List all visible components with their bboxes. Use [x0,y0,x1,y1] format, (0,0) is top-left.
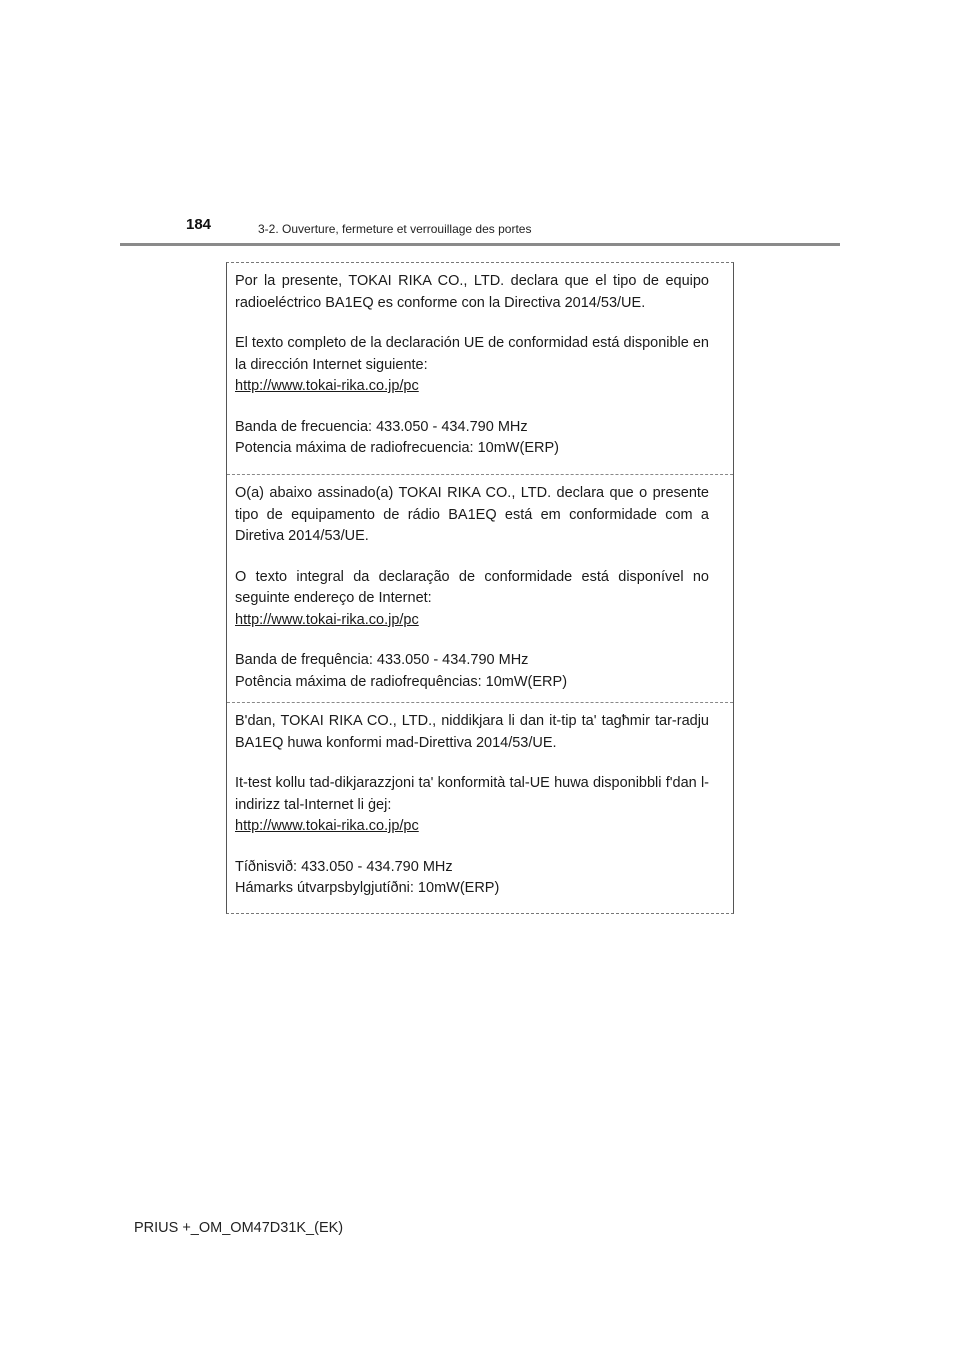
declaration-text: O(a) abaixo assinado(a) TOKAI RIKA CO., LTD. declara que o presente tipo de equipamento de rádio BA1EQ está em conformidade com a Diretiva 2014/53/UE. [235,485,709,544]
document-code: PRIUS +_OM_OM47D31K_(EK) [134,1220,344,1236]
page-number: 184 [186,216,212,233]
declaration-text: Por la presente, TOKAI RIKA CO., LTD. declara que el tipo de equipo radioeléctrico BA1EQ es conforme con la Directiva 2014/53/UE. [235,273,709,311]
declaration-section-portuguese [227,475,733,703]
declaration-link[interactable]: http://www.tokai-rika.co.jp/pc [235,611,419,628]
section-title: 3-2. Ouverture, fermeture et verrouillage des portes [258,222,532,236]
power-text: Potência máxima de radiofrequências: 10mW(ERP) [235,673,568,690]
declaration-link[interactable]: http://www.tokai-rika.co.jp/pc [235,378,419,394]
power-text: Potencia máxima de radiofrecuencia: 10mW(ERP) [235,440,559,456]
frequency-text: Banda de frequência: 433.050 - 434.790 MHz [235,652,529,668]
availability-text: El texto completo de la declaración UE de conformidad está disponible en la dirección Internet siguiente: [235,335,709,373]
availability-text: It-test kollu tad-dikjarazzjoni ta' konformità tal-UE huwa disponibbli f'dan l-indirizz tal-Internet li ġej: [235,775,709,813]
declaration-section-maltese [227,703,733,913]
header-rule [120,243,840,246]
frequency-text: Banda de frecuencia: 433.050 - 434.790 MHz [235,418,528,435]
declaration-section-spanish [227,263,733,475]
declaration-link[interactable]: http://www.tokai-rika.co.jp/pc [235,818,419,834]
frequency-text: Tíðnisvið: 433.050 - 434.790 MHz [235,858,453,875]
declaration-text: B'dan, TOKAI RIKA CO., LTD., niddikjara li dan it-tip ta' tagħmir tar-radju BA1EQ huwa konformi mad-Direttiva 2014/53/UE. [235,713,709,751]
power-text: Hámarks útvarpsbylgjutíðni: 10mW(ERP) [235,880,500,896]
availability-text: O texto integral da declaração de conformidade está disponível no seguinte endereço de Internet: [235,568,709,606]
declaration-box [226,262,734,914]
